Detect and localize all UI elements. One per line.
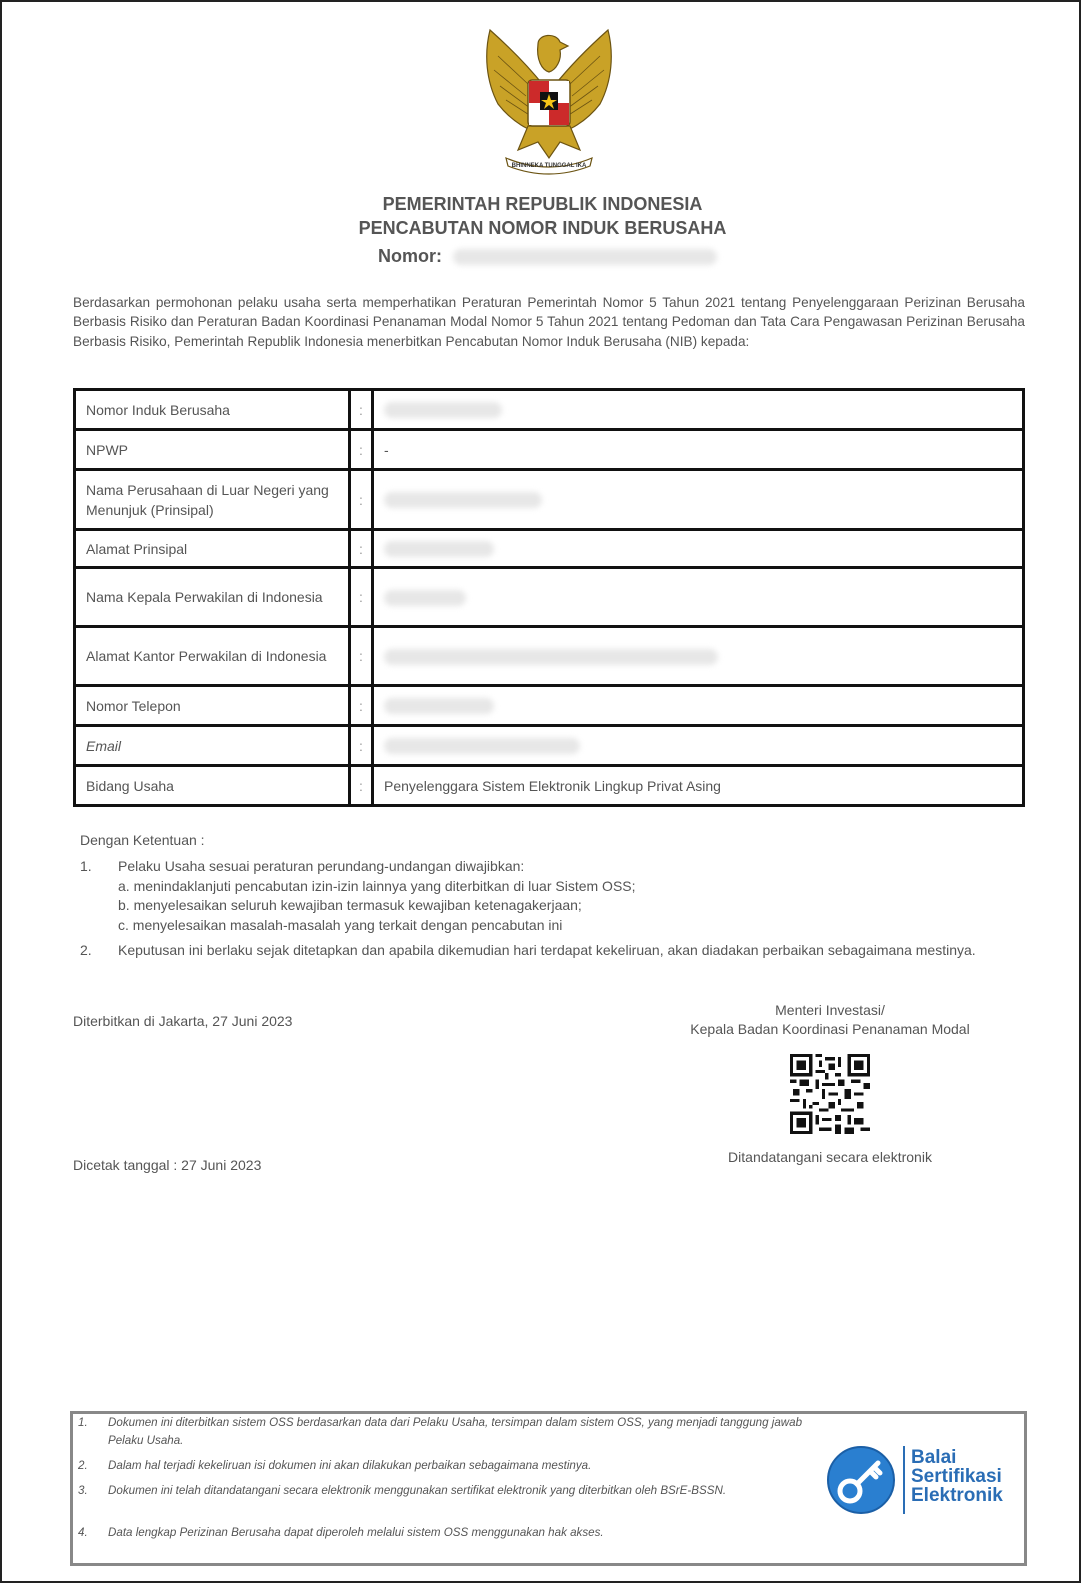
- footer-note-num: 1.: [78, 1416, 88, 1429]
- signed-electronically: Ditandatangani secara elektronik: [728, 1149, 932, 1165]
- ketentuan-item-2: [80, 941, 1026, 981]
- footer-note-text: Data lengkap Perizinan Berusaha dapat diperoleh melalui sistem OSS menggunakan hak akses.: [108, 1526, 604, 1539]
- nib-data-table: [73, 388, 1025, 807]
- footer-note-text: Dalam hal terjadi kekeliruan isi dokumen ini akan dilakukan perbaikan sebagaimana mestinya.: [108, 1459, 592, 1472]
- qr-code-icon: [790, 1054, 870, 1134]
- row-label: Nama Kepala Perwakilan di Indonesia: [75, 568, 350, 627]
- nomor-label: Nomor:: [378, 246, 442, 266]
- table-row: [75, 686, 1024, 726]
- redacted-value: [384, 541, 494, 557]
- redacted-value: [384, 698, 494, 714]
- row-value: [373, 726, 1024, 766]
- row-separator: :: [350, 726, 373, 766]
- garuda-emblem-icon: [478, 26, 620, 176]
- redacted-value: [384, 590, 466, 606]
- row-value: [373, 470, 1024, 530]
- ketentuan-text: Keputusan ini berlaku sejak ditetapkan dan apabila dikemudian hari terdapat kekeliruan, akan diadakan perbaikan sebagaimana mestinya.: [118, 942, 976, 958]
- table-row: [75, 430, 1024, 470]
- row-separator: :: [350, 390, 373, 430]
- row-separator: :: [350, 430, 373, 470]
- footer-note-num: 4.: [78, 1526, 88, 1539]
- redacted-value: [384, 492, 542, 508]
- row-label: Email: [75, 726, 350, 766]
- bsre-key-logo-icon: [826, 1445, 896, 1515]
- table-row: [75, 530, 1024, 568]
- row-value: [373, 686, 1024, 726]
- table-row: [75, 726, 1024, 766]
- row-label: Nama Perusahaan di Luar Negeri yang Menunjuk (Prinsipal): [75, 470, 350, 530]
- ketentuan-item-1: [80, 857, 1020, 937]
- bsre-logo-text: [911, 1448, 1003, 1505]
- nomor-redacted: [453, 249, 717, 265]
- minister-line2: Kepala Badan Koordinasi Penanaman Modal: [690, 1021, 970, 1037]
- minister-title: [670, 1001, 990, 1039]
- table-row: [75, 627, 1024, 686]
- bsre-line1: Balai: [911, 1447, 957, 1468]
- row-label: Alamat Prinsipal: [75, 530, 350, 568]
- printed-date: Dicetak tanggal : 27 Juni 2023: [73, 1157, 262, 1173]
- emblem-motto: BHINNEKA TUNGGAL IKA: [511, 163, 587, 169]
- row-value: [373, 390, 1024, 430]
- issued-place-date: Diterbitkan di Jakarta, 27 Juni 2023: [73, 1013, 293, 1029]
- bsre-line3: Elektronik: [911, 1485, 1003, 1506]
- header-line1: PEMERINTAH REPUBLIK INDONESIA: [382, 194, 703, 214]
- table-row: [75, 390, 1024, 430]
- footer-note-num: 3.: [78, 1484, 88, 1497]
- footer-note-text: Dokumen ini diterbitkan sistem OSS berdasarkan data dari Pelaku Usaha, tersimpan dalam sistem OSS, yang menjadi tanggung jawab Pelaku Usaha.: [108, 1416, 803, 1447]
- table-row: [75, 470, 1024, 530]
- redacted-value: [384, 649, 718, 665]
- row-separator: :: [350, 627, 373, 686]
- footer-note-num: 2.: [78, 1459, 88, 1472]
- header-line2: PENCABUTAN NOMOR INDUK BERUSAHA: [358, 218, 727, 238]
- bsre-divider: [903, 1446, 905, 1514]
- minister-line1: Menteri Investasi/: [775, 1002, 885, 1018]
- row-label: Nomor Telepon: [75, 686, 350, 726]
- row-separator: :: [350, 470, 373, 530]
- row-separator: :: [350, 568, 373, 627]
- bsre-line2: Sertifikasi: [911, 1466, 1002, 1487]
- row-value: [373, 530, 1024, 568]
- row-value: -: [373, 430, 1024, 470]
- row-label: Alamat Kantor Perwakilan di Indonesia: [75, 627, 350, 686]
- ketentuan-text: [118, 857, 636, 935]
- row-label: Bidang Usaha: [75, 766, 350, 806]
- ketentuan-sub-b: b. menyelesaikan seluruh kewajiban termasuk kewajiban ketenagakerjaan;: [118, 897, 582, 913]
- row-label: Nomor Induk Berusaha: [75, 390, 350, 430]
- row-value: [373, 627, 1024, 686]
- ketentuan-item-1-text: Pelaku Usaha sesuai peraturan perundang-undangan diwajibkan:: [118, 858, 525, 874]
- redacted-value: [384, 738, 580, 754]
- table-row: [75, 766, 1024, 806]
- ketentuan-sub-c: c. menyelesaikan masalah-masalah yang terkait dengan pencabutan ini: [118, 916, 563, 933]
- ketentuan-title: Dengan Ketentuan :: [80, 832, 205, 848]
- row-separator: :: [350, 766, 373, 806]
- redacted-value: [384, 402, 502, 418]
- row-value: Penyelenggara Sistem Elektronik Lingkup Privat Asing: [373, 766, 1024, 806]
- row-label: NPWP: [75, 430, 350, 470]
- ketentuan-num: 1.: [80, 858, 92, 874]
- table-row: [75, 568, 1024, 627]
- row-separator: :: [350, 530, 373, 568]
- row-value: [373, 568, 1024, 627]
- ketentuan-num: 2.: [80, 942, 92, 958]
- nomor-row: [378, 246, 717, 267]
- ketentuan-sub-a: a. menindaklanjuti pencabutan izin-izin lainnya yang diterbitkan di luar Sistem OSS;: [118, 877, 636, 894]
- row-separator: :: [350, 686, 373, 726]
- footer-note-text: Dokumen ini telah ditandatangani secara elektronik menggunakan sertifikat elektronik yang diterbitkan oleh BSrE-BSSN.: [108, 1484, 727, 1497]
- intro-paragraph: Berdasarkan permohonan pelaku usaha serta memperhatikan Peraturan Pemerintah Nomor 5 Tahun 2021 tentang Penyelenggaraan Perizinan Berusaha Berbasis Risiko dan Peraturan Badan Koordinasi Penanaman Modal Nomor 5 Tahun 2021 tentang Pedoman dan Tata Cara Pengawasan Perizinan Berusaha Berbasis Risiko, Pemerintah Republik Indonesia menerbitkan Pencabutan Nomor Induk Berusaha (NIB) kepada:: [73, 295, 1025, 349]
